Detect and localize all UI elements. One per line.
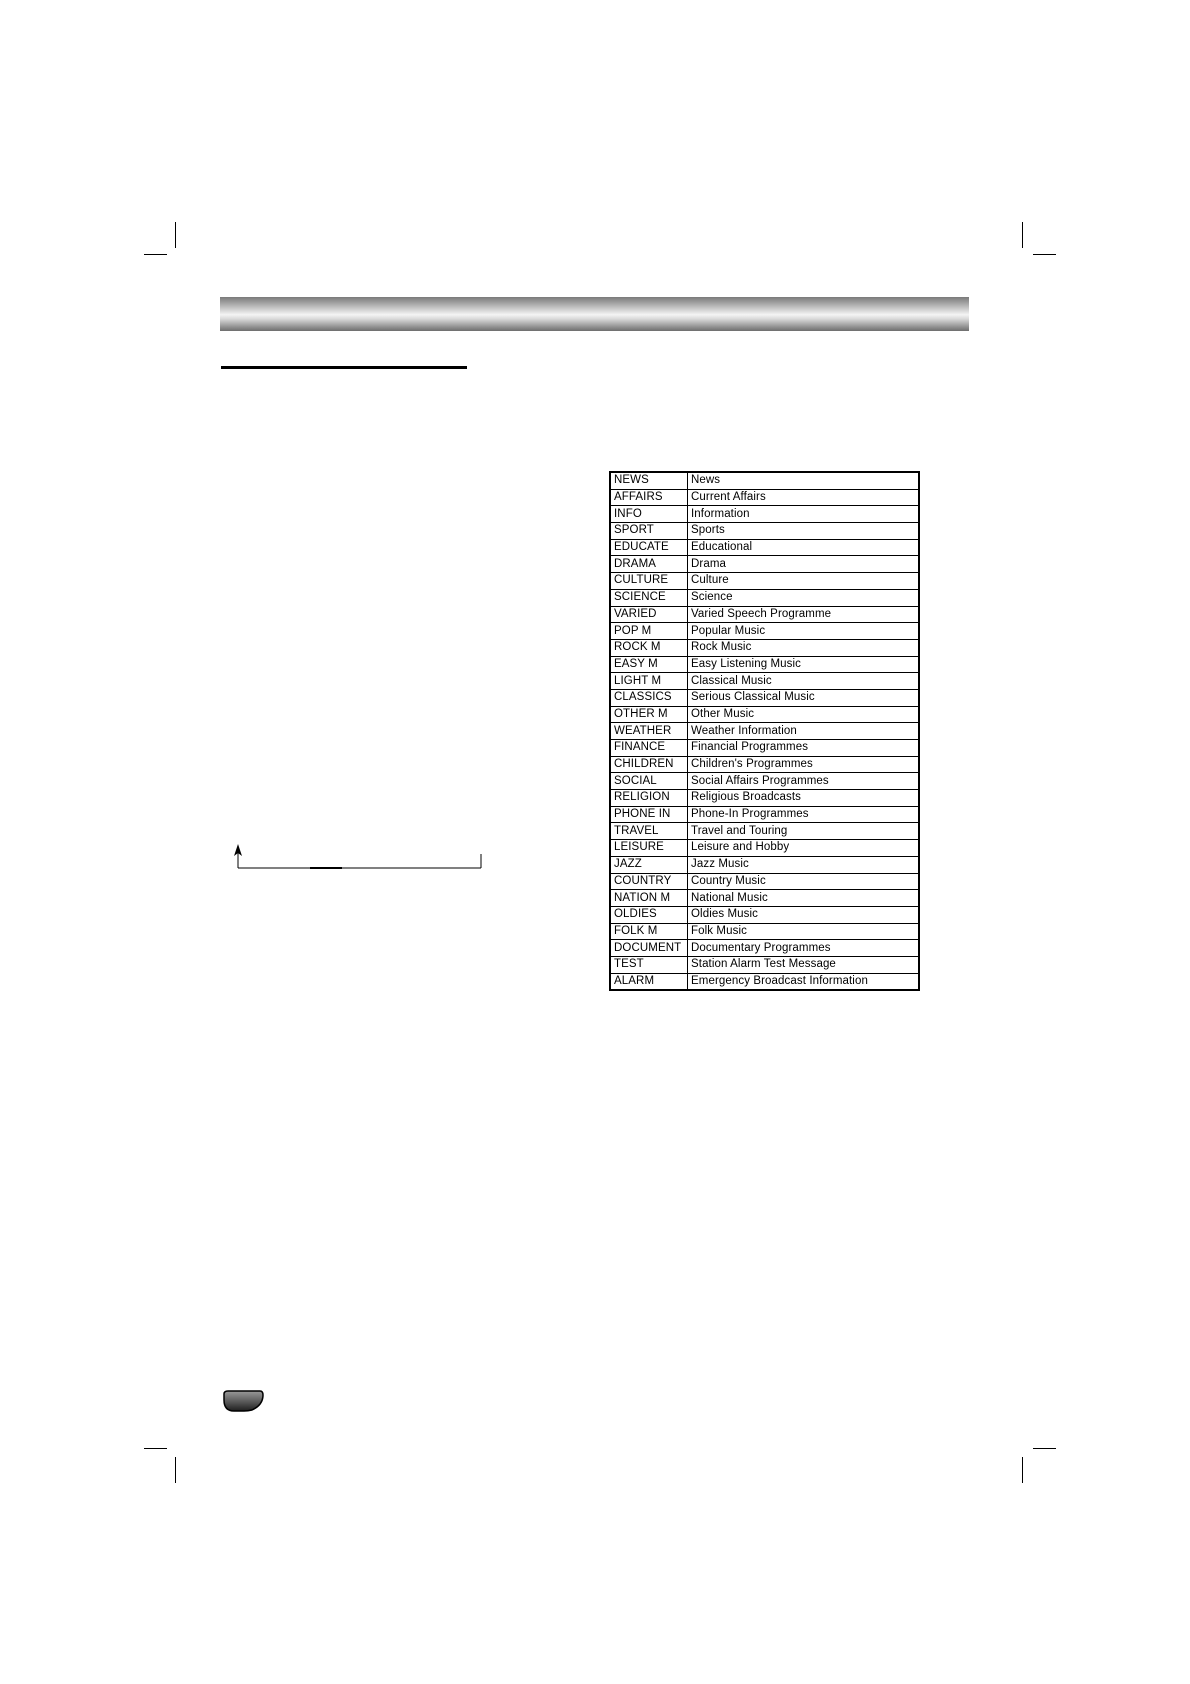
table-row [611, 473, 919, 490]
crop-mark-bottom-right-horizontal [1033, 1448, 1056, 1449]
table-row [611, 523, 919, 540]
crop-mark-bottom-right-vertical [1022, 1457, 1023, 1483]
pty-code-cell: INFO [611, 506, 688, 523]
pty-code-cell: NATION M [611, 890, 688, 907]
pty-code-cell: VARIED [611, 606, 688, 623]
pty-code-cell: FINANCE [611, 740, 688, 757]
pty-code-cell: SOCIAL [611, 773, 688, 790]
pty-description-cell: Classical Music [688, 673, 919, 690]
pty-code-cell: CLASSICS [611, 689, 688, 706]
pty-description-cell: Jazz Music [688, 856, 919, 873]
table-row [611, 856, 919, 873]
pty-description-cell: Children's Programmes [688, 756, 919, 773]
crop-mark-top-right-horizontal [1033, 254, 1056, 255]
pty-description-cell: Science [688, 589, 919, 606]
pty-description-cell: Weather Information [688, 723, 919, 740]
pty-description-cell: Rock Music [688, 639, 919, 656]
table-row [611, 890, 919, 907]
pty-description-cell: Religious Broadcasts [688, 790, 919, 807]
pty-code-cell: RELIGION [611, 790, 688, 807]
table-row [611, 623, 919, 640]
pty-description-cell: National Music [688, 890, 919, 907]
pty-code-cell: LIGHT M [611, 673, 688, 690]
display-diagram-svg [226, 842, 482, 872]
pty-code-cell: CHILDREN [611, 756, 688, 773]
table-row [611, 790, 919, 807]
pty-code-cell: EDUCATE [611, 539, 688, 556]
crop-mark-bottom-left-vertical [175, 1457, 176, 1483]
table-row [611, 906, 919, 923]
pty-description-cell: Popular Music [688, 623, 919, 640]
pty-description-cell: Drama [688, 556, 919, 573]
table-row [611, 923, 919, 940]
table-row [611, 606, 919, 623]
table-row [611, 973, 919, 990]
pty-code-cell: AFFAIRS [611, 489, 688, 506]
pty-description-cell: Information [688, 506, 919, 523]
table-row [611, 506, 919, 523]
pty-code-cell: EASY M [611, 656, 688, 673]
pty-description-cell: Educational [688, 539, 919, 556]
pty-description-cell: Leisure and Hobby [688, 840, 919, 857]
page-tab-shape [224, 1391, 263, 1411]
table-row [611, 706, 919, 723]
table-row [611, 756, 919, 773]
pty-code-table [610, 472, 919, 990]
section-header-bar [220, 297, 969, 331]
table-row [611, 573, 919, 590]
pty-code-cell: FOLK M [611, 923, 688, 940]
pty-description-cell: Current Affairs [688, 489, 919, 506]
pty-code-cell: NEWS [611, 473, 688, 490]
pty-description-cell: Serious Classical Music [688, 689, 919, 706]
pty-description-cell: Phone-In Programmes [688, 806, 919, 823]
pty-description-cell: Social Affairs Programmes [688, 773, 919, 790]
table-row [611, 656, 919, 673]
pty-table-body [611, 473, 919, 990]
table-row [611, 840, 919, 857]
pty-description-cell: Financial Programmes [688, 740, 919, 757]
page-number-tab [222, 1390, 264, 1412]
pty-description-cell: Country Music [688, 873, 919, 890]
pty-description-cell: Culture [688, 573, 919, 590]
table-row [611, 673, 919, 690]
pty-code-cell: CULTURE [611, 573, 688, 590]
pty-description-cell: Oldies Music [688, 906, 919, 923]
table-row [611, 806, 919, 823]
table-row [611, 940, 919, 957]
table-row [611, 689, 919, 706]
pty-code-cell: DOCUMENT [611, 940, 688, 957]
pty-description-cell: Other Music [688, 706, 919, 723]
table-row [611, 723, 919, 740]
pty-description-cell: Travel and Touring [688, 823, 919, 840]
crop-mark-top-left-horizontal [144, 254, 167, 255]
page-tab-svg [222, 1390, 264, 1412]
table-row [611, 639, 919, 656]
table-row [611, 539, 919, 556]
display-diagram [226, 842, 482, 872]
pty-code-cell: LEISURE [611, 840, 688, 857]
pty-code-cell: SCIENCE [611, 589, 688, 606]
pty-code-cell: COUNTRY [611, 873, 688, 890]
table-row [611, 589, 919, 606]
table-row [611, 956, 919, 973]
pty-code-cell: POP M [611, 623, 688, 640]
crop-mark-top-left-vertical [175, 222, 176, 248]
pty-description-cell: Sports [688, 523, 919, 540]
pty-code-cell: WEATHER [611, 723, 688, 740]
table-row [611, 823, 919, 840]
table-row [611, 873, 919, 890]
crop-mark-top-right-vertical [1022, 222, 1023, 248]
pty-code-cell: DRAMA [611, 556, 688, 573]
crop-mark-bottom-left-horizontal [144, 1448, 167, 1449]
table-row [611, 556, 919, 573]
pty-description-cell: Station Alarm Test Message [688, 956, 919, 973]
pty-description-cell: Varied Speech Programme [688, 606, 919, 623]
pty-description-cell: Folk Music [688, 923, 919, 940]
table-row [611, 773, 919, 790]
pty-description-cell: Emergency Broadcast Information [688, 973, 919, 990]
pty-code-cell: JAZZ [611, 856, 688, 873]
pty-code-cell: OLDIES [611, 906, 688, 923]
pty-code-cell: TEST [611, 956, 688, 973]
table-row [611, 489, 919, 506]
pty-code-cell: ROCK M [611, 639, 688, 656]
pty-description-cell: News [688, 473, 919, 490]
pty-code-cell: SPORT [611, 523, 688, 540]
pty-code-cell: OTHER M [611, 706, 688, 723]
table-row [611, 740, 919, 757]
pty-description-cell: Easy Listening Music [688, 656, 919, 673]
pty-code-cell: TRAVEL [611, 823, 688, 840]
pty-code-cell: PHONE IN [611, 806, 688, 823]
pty-description-cell: Documentary Programmes [688, 940, 919, 957]
pty-code-cell: ALARM [611, 973, 688, 990]
section-heading-underline [221, 366, 467, 369]
